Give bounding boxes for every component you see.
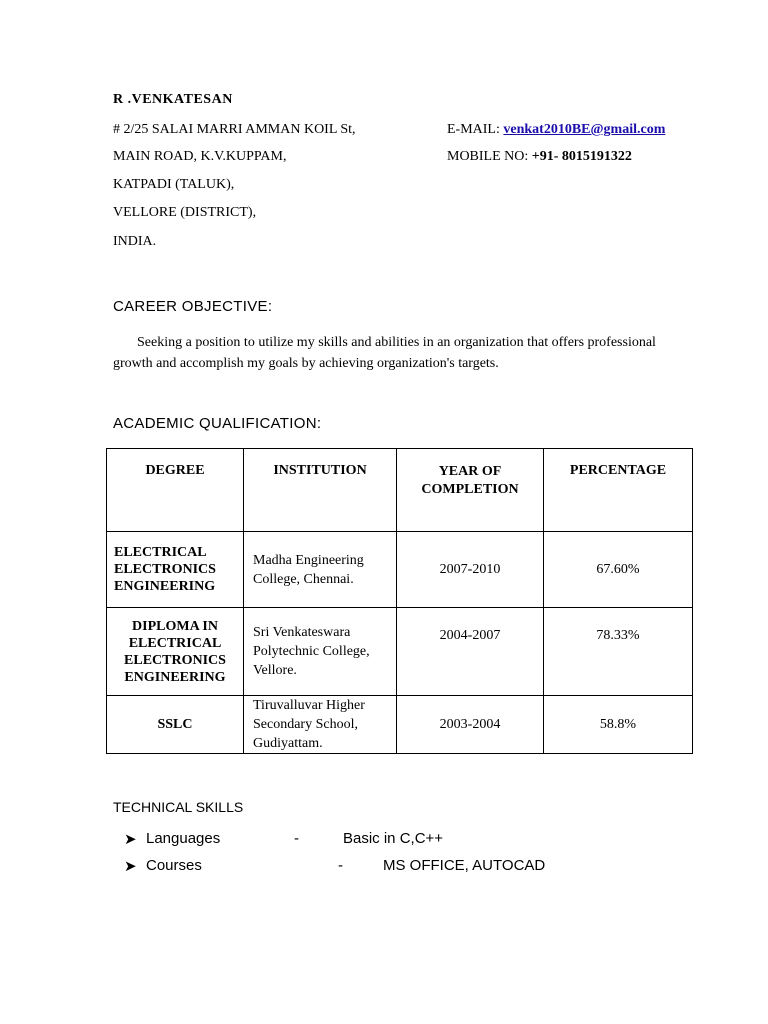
- mobile-label: MOBILE NO:: [447, 149, 529, 164]
- degree-text: DIPLOMA IN ELECTRICAL ELECTRONICS ENGINEERING: [124, 618, 226, 685]
- degree-text: ELECTRICAL ELECTRONICS ENGINEERING: [114, 545, 216, 594]
- institution-text: Sri Venkateswara Polytechnic College, Vellore.: [253, 625, 370, 678]
- institution-cell: [244, 608, 397, 696]
- table-row: [107, 696, 693, 754]
- skill-separator: -: [294, 830, 299, 847]
- column-header-degree: DEGREE: [107, 449, 244, 532]
- address-line-3: KATPADI (TALUK),: [113, 177, 235, 192]
- table-row: [107, 608, 693, 696]
- email-line: [447, 122, 665, 138]
- column-header-institution: INSTITUTION: [244, 449, 397, 532]
- column-header-year: [397, 449, 544, 532]
- column-header-year-text: YEAR OF COMPLETION: [421, 464, 519, 497]
- column-header-percentage: PERCENTAGE: [544, 449, 693, 532]
- skill-label: Languages: [146, 830, 221, 847]
- career-objective-text: Seeking a position to utilize my skills and abilities in an organization that offers professional growth and accomplish my goals by achieving organization's targets.: [113, 335, 656, 371]
- table-row: [107, 532, 693, 608]
- skill-label: Courses: [146, 857, 202, 874]
- institution-cell: [244, 532, 397, 608]
- academic-table: [106, 448, 693, 754]
- academic-qualification-heading: ACADEMIC QUALIFICATION:: [113, 415, 322, 432]
- table-header-row: [107, 449, 693, 532]
- year-cell: 2007-2010: [397, 532, 544, 608]
- technical-skills-heading: TECHNICAL SKILLS: [113, 799, 244, 815]
- skill-item-languages: [124, 830, 624, 850]
- institution-text: Madha Engineering College, Chennai.: [253, 552, 364, 587]
- bullet-arrow-icon: ➤: [124, 831, 137, 848]
- skill-separator: -: [338, 857, 343, 874]
- bullet-arrow-icon: ➤: [124, 858, 137, 875]
- skill-item-courses: [124, 857, 624, 877]
- career-objective-section: [113, 332, 673, 374]
- skill-value: Basic in C,C++: [343, 830, 444, 847]
- institution-text: Tiruvalluvar Higher Secondary School, Gudiyattam.: [253, 698, 365, 751]
- year-cell: 2003-2004: [397, 696, 544, 754]
- career-objective-heading: CAREER OBJECTIVE:: [113, 298, 273, 315]
- address-line-1: # 2/25 SALAI MARRI AMMAN KOIL St,: [113, 122, 356, 137]
- percentage-cell: 58.8%: [544, 696, 693, 754]
- degree-cell: [107, 532, 244, 608]
- percentage-cell: 67.60%: [544, 532, 693, 608]
- skill-value: MS OFFICE, AUTOCAD: [383, 857, 546, 874]
- percentage-cell: 78.33%: [544, 608, 693, 696]
- address-line-4: VELLORE (DISTRICT),: [113, 205, 257, 220]
- mobile-line: [447, 149, 632, 165]
- address-line-5: INDIA.: [113, 234, 157, 249]
- email-link[interactable]: venkat2010BE@gmail.com: [503, 122, 666, 137]
- mobile-number: +91- 8015191322: [531, 149, 632, 164]
- institution-cell: [244, 696, 397, 754]
- address-line-2: MAIN ROAD, K.V.KUPPAM,: [113, 149, 287, 164]
- degree-cell: [107, 608, 244, 696]
- year-cell: 2004-2007: [397, 608, 544, 696]
- degree-cell: SSLC: [107, 696, 244, 754]
- email-label: E-MAIL:: [447, 122, 500, 137]
- candidate-name: R .VENKATESAN: [113, 92, 233, 107]
